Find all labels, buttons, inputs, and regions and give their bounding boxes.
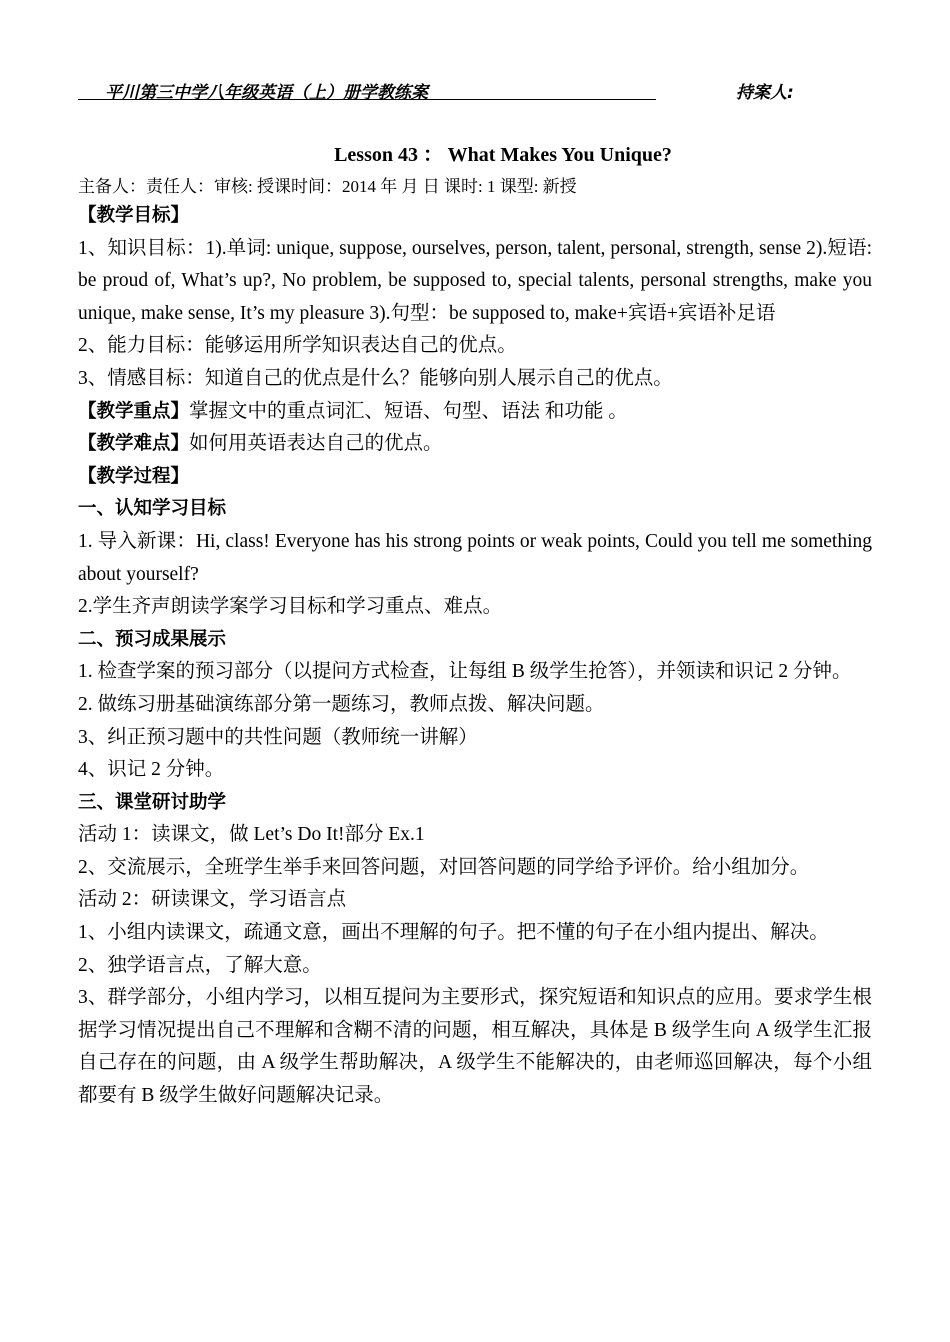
section-2-item-4: 4、识记 2 分钟。 bbox=[78, 759, 225, 781]
difficult-points-label: 【教学难点】 bbox=[78, 433, 190, 455]
lesson-meta: 主备人：责任人：审核: 授课时间：2014 年 月 日 课时: 1 课型: 新授 bbox=[78, 177, 577, 196]
goals-heading: 【教学目标】 bbox=[78, 205, 190, 226]
process-heading: 【教学过程】 bbox=[78, 465, 190, 487]
section-2-item-2: 2. 做练习册基础演练部分第一题练习，教师点拨、解决问题。 bbox=[78, 693, 605, 715]
difficult-points bbox=[78, 428, 872, 461]
section-1-item-2: 2.学生齐声朗读学案学习目标和学习重点、难点。 bbox=[78, 596, 503, 618]
lesson-content bbox=[78, 200, 872, 1113]
section-2-heading: 二、预习成果展示 bbox=[78, 628, 227, 650]
lesson-title: Lesson 43 ： What Makes You Unique? bbox=[334, 144, 672, 166]
section-3-activity-2: 活动 2：研读课文，学习语言点 bbox=[78, 889, 347, 911]
section-3-item-a1: 1、小组内读课文，疏通文意，画出不理解的句子。把不懂的句子在小组内提出、解决。 bbox=[78, 922, 829, 944]
difficult-points-text: 如何用英语表达自己的优点。 bbox=[189, 433, 443, 455]
section-2-item-1: 1. 检查学案的预习部分（以提问方式检查，让每组 B 级学生抢答），并领读和识记 2 分钟。 bbox=[78, 661, 852, 683]
plan-holder-label: 持案人: bbox=[736, 83, 794, 103]
section-3-item-a3: 3、群学部分，小组内学习，以相互提问为主要形式，探究短语和知识点的应用。要求学生根据学习情况提出自己不理解和含糊不清的问题，相互解决，具体是 B 级学生向 A 级学生汇报自己存在的问题，由 A 级学生帮助解决，A 级学生不能解决的，由老师巡回解决，每个小组都要有 B 级学生做好问题解决记录。 bbox=[78, 987, 872, 1107]
section-3-heading: 三、课堂研讨助学 bbox=[78, 791, 227, 813]
section-3-item-2: 2、交流展示，全班学生举手来回答问题，对回答问题的同学给予评价。给小组加分。 bbox=[78, 856, 810, 878]
school-title: 平川第三中学八年级英语（上）册学教练案 bbox=[105, 83, 428, 103]
header-underline bbox=[78, 99, 656, 100]
goal-knowledge: 1、知识目标：1).单词: unique, suppose, ourselves, person, talent, personal, strength, sense 2).短语: be proud of, What’s up?, No problem, be supposed to, special talents, personal strengths, make you unique, make sense, It’s my pleasure 3).句型：be supposed to, make+宾语+宾语补足语 bbox=[78, 237, 872, 324]
page-header bbox=[78, 78, 878, 104]
key-points bbox=[78, 396, 872, 429]
key-points-label: 【教学重点】 bbox=[78, 400, 190, 422]
section-3-item-a2: 2、独学语言点，了解大意。 bbox=[78, 954, 322, 976]
section-2-item-3: 3、纠正预习题中的共性问题（教师统一讲解） bbox=[78, 726, 478, 748]
section-3-activity-1: 活动 1：读课文，做 Let’s Do It!部分 Ex.1 bbox=[78, 824, 425, 846]
section-1-item-1: 1. 导入新课：Hi, class! Everyone has his strong points or weak points, Could you tell me something about yourself? bbox=[78, 530, 872, 585]
goal-emotion: 3、情感目标：知道自己的优点是什么？能够向别人展示自己的优点。 bbox=[78, 367, 673, 389]
key-points-text: 掌握文中的重点词汇、短语、句型、语法 和功能 。 bbox=[189, 400, 628, 422]
goal-ability: 2、能力目标：能够运用所学知识表达自己的优点。 bbox=[78, 335, 517, 357]
section-1-heading: 一、认知学习目标 bbox=[78, 498, 227, 520]
